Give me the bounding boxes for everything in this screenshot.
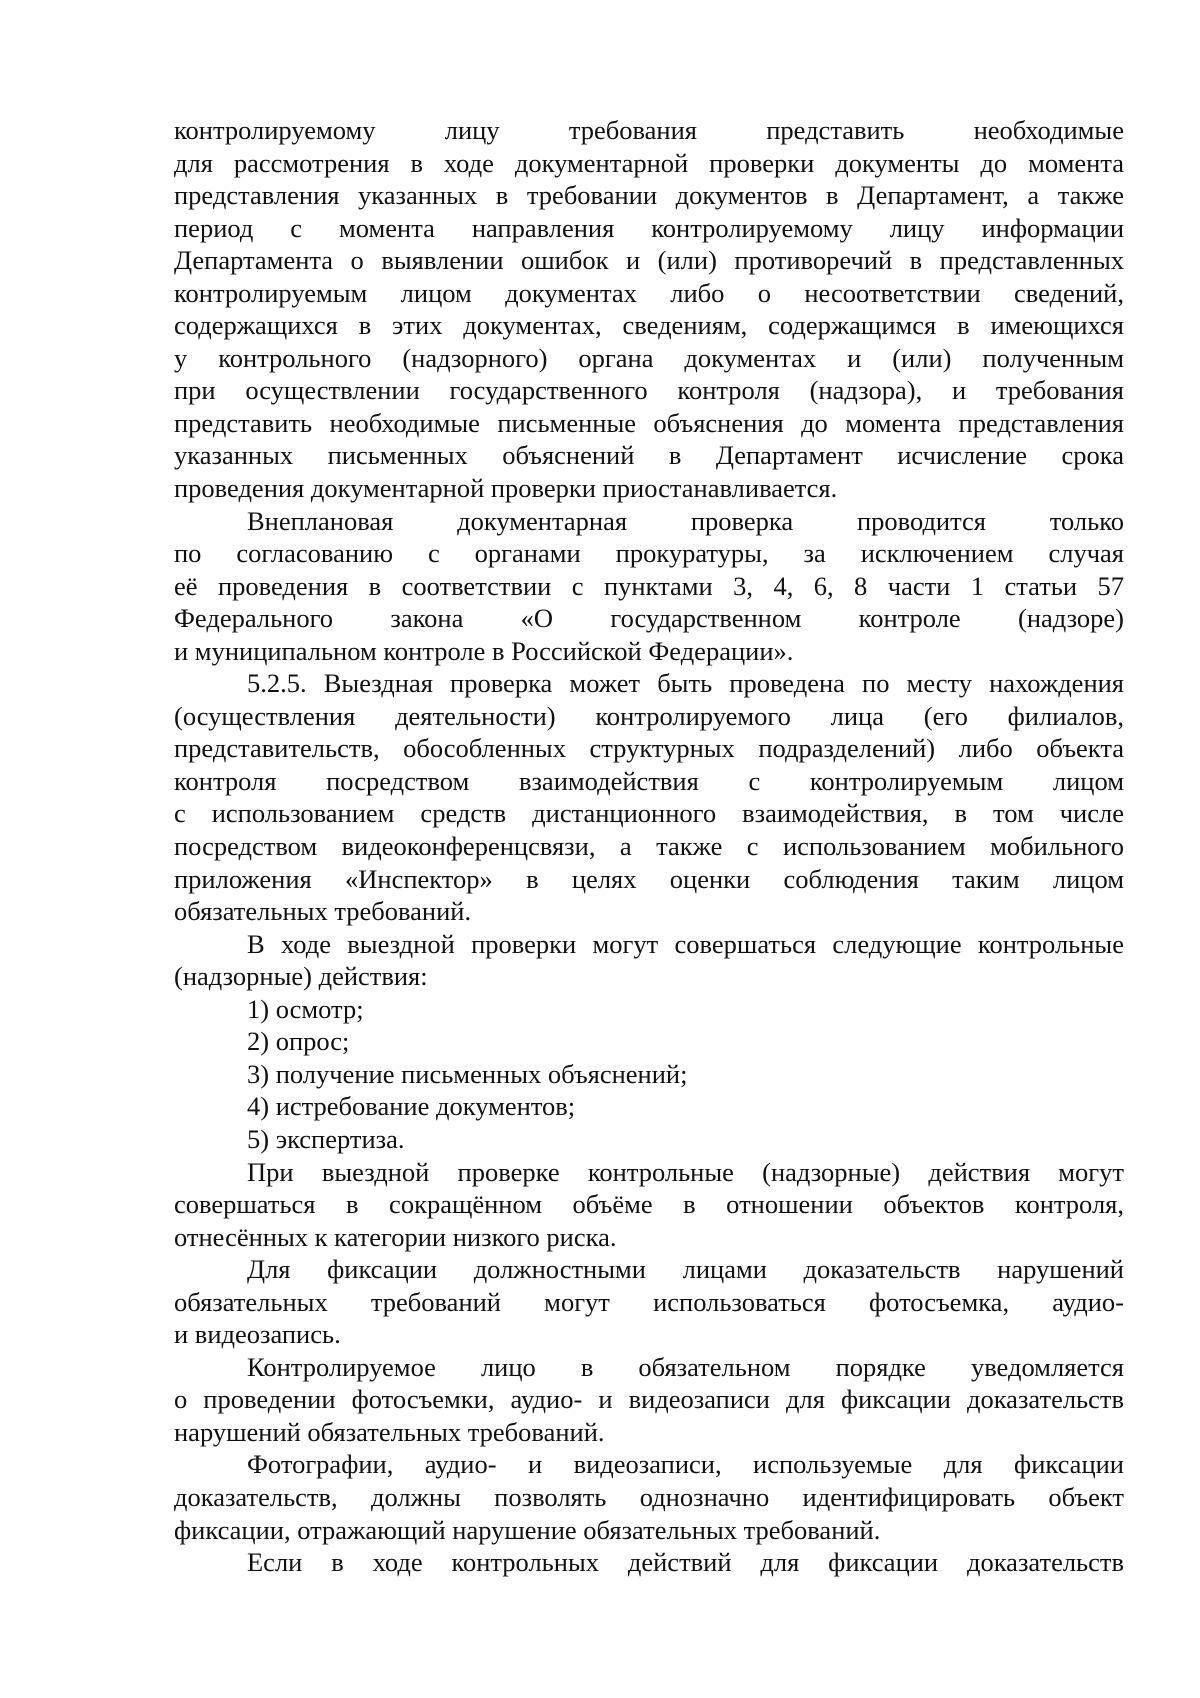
text-line: содержащихся в этих документах, сведениям, содержащимся в имеющихся	[174, 310, 1124, 341]
text-line: о проведении фотосъемки, аудио- и видеозаписи для фиксации доказательств	[174, 1384, 1124, 1415]
text-line: представления указанных в требовании документов в Департамент, а также	[174, 180, 1124, 211]
text-line: Для фиксации должностными лицами доказательств нарушений	[247, 1254, 1124, 1285]
text-line: и видеозапись.	[174, 1319, 341, 1350]
text-line: Департамента о выявлении ошибок и (или) противоречий в представленных	[174, 245, 1124, 276]
text-line: обязательных требований могут использоваться фотосъемка, аудио-	[174, 1286, 1124, 1317]
text-line: проведения документарной проверки приостанавливается.	[174, 473, 838, 504]
list-item: 2) опрос;	[247, 1026, 350, 1057]
text-line: её проведения в соответствии с пунктами 3, 4, 6, 8 части 1 статьи 57	[174, 570, 1124, 601]
text-line: (надзорные) действия:	[174, 961, 428, 992]
text-line: с использованием средств дистанционного взаимодействия, в том числе	[174, 798, 1124, 829]
text-line: у контрольного (надзорного) органа документах и (или) полученным	[174, 342, 1124, 373]
text-line: обязательных требований.	[174, 896, 472, 927]
text-line: фиксации, отражающий нарушение обязательных требований.	[174, 1514, 881, 1545]
text-line: при осуществлении государственного контроля (надзора), и требования	[174, 375, 1124, 406]
text-line: для рассмотрения в ходе документарной проверки документы до момента	[174, 147, 1124, 178]
text-line: Фотографии, аудио- и видеозаписи, используемые для фиксации	[247, 1449, 1124, 1480]
text-line: период с момента направления контролируемому лицу информации	[174, 212, 1124, 243]
text-line: контроля посредством взаимодействия с контролируемым лицом	[174, 765, 1124, 796]
text-line: по согласованию с органами прокуратуры, за исключением случая	[174, 538, 1124, 569]
text-line: и муниципальном контроле в Российской Федерации».	[174, 635, 794, 666]
text-line: Контролируемое лицо в обязательном порядке уведомляется	[247, 1351, 1124, 1382]
text-line: доказательств, должны позволять однозначно идентифицировать объект	[174, 1481, 1124, 1512]
text-line: Внеплановая документарная проверка проводится только	[247, 505, 1124, 536]
text-line: указанных письменных объяснений в Департамент исчисление срока	[174, 440, 1124, 471]
text-line: контролируемому лицу требования представить необходимые	[174, 115, 1124, 145]
text-line: Если в ходе контрольных действий для фиксации доказательств	[247, 1547, 1124, 1578]
list-item: 5) экспертиза.	[247, 1123, 405, 1154]
text-line: приложения «Инспектор» в целях оценки соблюдения таким лицом	[174, 863, 1124, 894]
list-item: 4) истребование документов;	[247, 1091, 576, 1122]
text-line: представительств, обособленных структурных подразделений) либо объекта	[174, 733, 1124, 764]
text-line: совершаться в сокращённом объёме в отношении объектов контроля,	[174, 1189, 1124, 1220]
document-body	[174, 114, 1124, 1579]
text-line: представить необходимые письменные объяснения до момента представления	[174, 407, 1124, 438]
list-item: 3) получение письменных объяснений;	[247, 1058, 688, 1089]
text-line: контролируемым лицом документах либо о несоответствии сведений,	[174, 277, 1124, 308]
text-line: нарушений обязательных требований.	[174, 1416, 605, 1447]
text-line: посредством видеоконференцсвязи, а также с использованием мобильного	[174, 831, 1124, 862]
text-line: отнесённых к категории низкого риска.	[174, 1221, 617, 1252]
text-line: Федерального закона «О государственном контроле (надзоре)	[174, 603, 1124, 634]
text-line: В ходе выездной проверки могут совершаться следующие контрольные	[247, 928, 1124, 959]
list-item: 1) осмотр;	[247, 993, 364, 1024]
text-line: При выездной проверке контрольные (надзорные) действия могут	[247, 1156, 1124, 1187]
text-line: 5.2.5. Выездная проверка может быть проведена по месту нахождения	[247, 668, 1124, 699]
text-line: (осуществления деятельности) контролируемого лица (его филиалов,	[174, 700, 1124, 731]
